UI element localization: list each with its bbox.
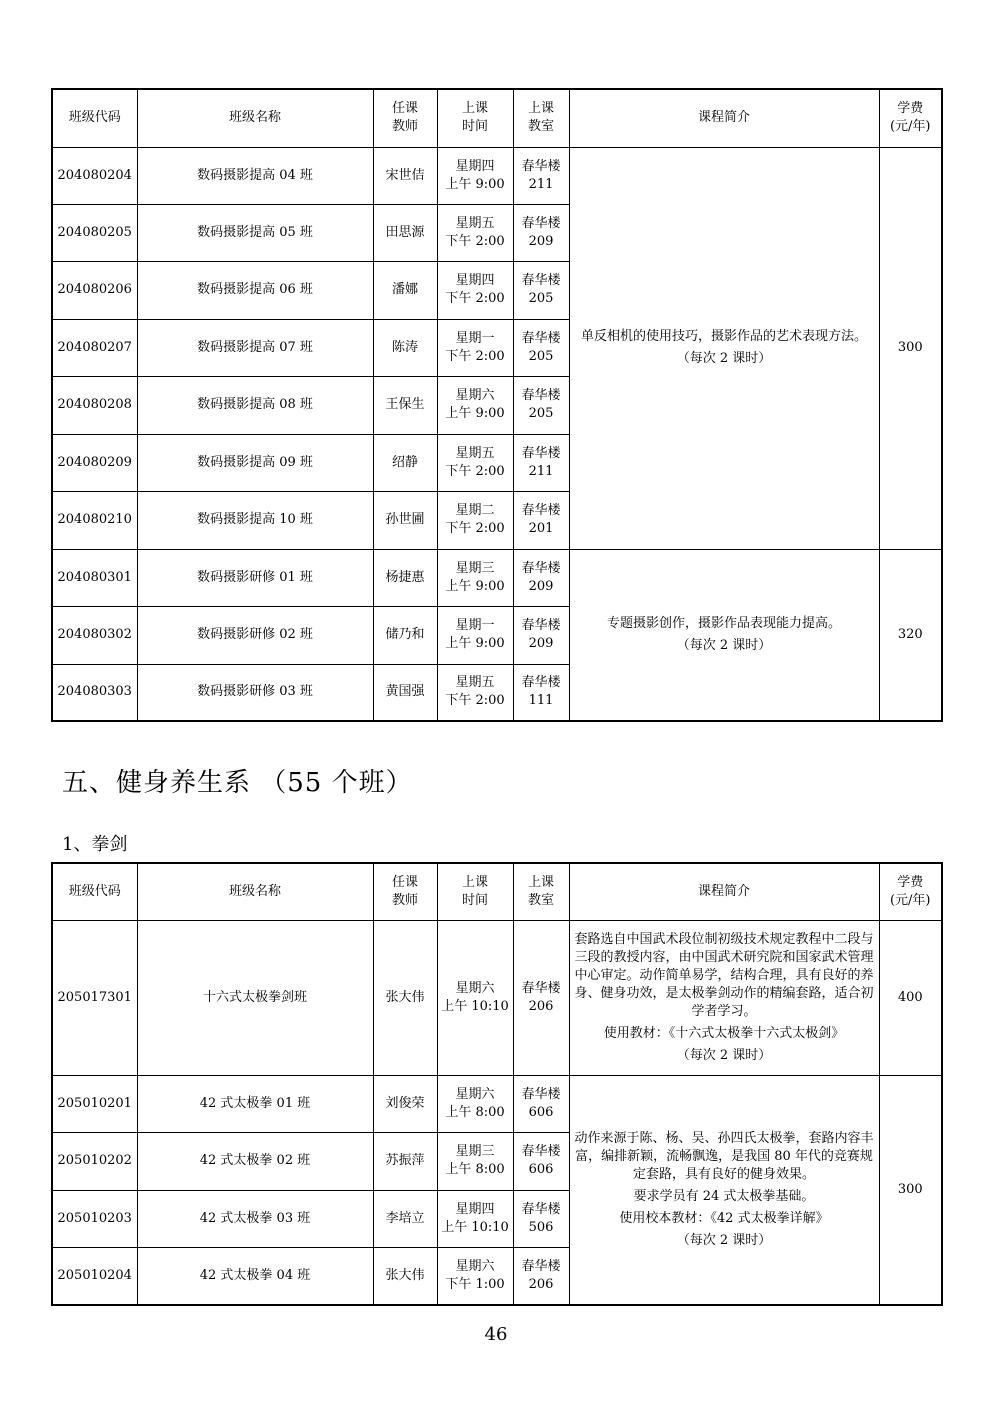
class-name: 数码摄影提高 04 班 bbox=[137, 147, 373, 204]
teacher: 黄国强 bbox=[373, 664, 437, 721]
classroom: 春华楼 206 bbox=[513, 920, 569, 1075]
classroom: 春华楼 205 bbox=[513, 261, 569, 319]
header-desc: 课程简介 bbox=[569, 863, 879, 920]
teacher: 刘俊荣 bbox=[373, 1075, 437, 1132]
class-name: 42 式太极拳 04 班 bbox=[137, 1247, 373, 1305]
tuition-fee: 320 bbox=[879, 549, 942, 721]
course-description: 套路选自中国武术段位制初级技术规定教程中二段与三段的教授内容，由中国武术研究院和国家武术管理中心审定。动作简单易学，结构合理，具有良好的养身、健身功效，是太极拳剑动作的精编套路，适合初学者学习。 使用教材：《十六式太极拳十六式太极剑》 （每次 2 课时） bbox=[569, 920, 879, 1075]
teacher: 田思源 bbox=[373, 204, 437, 261]
classroom: 春华楼 606 bbox=[513, 1075, 569, 1132]
course-description: 单反相机的使用技巧，摄影作品的艺术表现方法。 （每次 2 课时） bbox=[569, 147, 879, 549]
teacher: 宋世佶 bbox=[373, 147, 437, 204]
course-description: 动作来源于陈、杨、吴、孙四氏太极拳，套路内容丰富，编排新颖，流畅飘逸，是我国 80 年代的竞赛规定套路，具有良好的健身效果。 要求学员有 24 式太极拳基础。 使用校本教材：《42 式太极拳详解》 （每次 2 课时） bbox=[569, 1075, 879, 1305]
class-code: 204080206 bbox=[52, 261, 137, 319]
teacher: 储乃和 bbox=[373, 606, 437, 664]
class-name: 数码摄影提高 09 班 bbox=[137, 434, 373, 491]
tuition-fee: 300 bbox=[879, 147, 942, 549]
classroom: 春华楼 206 bbox=[513, 1247, 569, 1305]
teacher: 王保生 bbox=[373, 376, 437, 434]
class-time: 星期五 下午 2:00 bbox=[437, 664, 513, 721]
class-name: 十六式太极拳剑班 bbox=[137, 920, 373, 1075]
class-name: 数码摄影提高 07 班 bbox=[137, 319, 373, 376]
class-time: 星期六 上午 10:10 bbox=[437, 920, 513, 1075]
class-time: 星期五 下午 2:00 bbox=[437, 204, 513, 261]
header-fee: 学费 (元/年) bbox=[879, 863, 942, 920]
class-code: 204080303 bbox=[52, 664, 137, 721]
class-time: 星期三 上午 9:00 bbox=[437, 549, 513, 606]
class-name: 数码摄影研修 03 班 bbox=[137, 664, 373, 721]
teacher: 李培立 bbox=[373, 1190, 437, 1247]
class-time: 星期六 上午 9:00 bbox=[437, 376, 513, 434]
teacher: 孙世圃 bbox=[373, 491, 437, 549]
class-time: 星期三 上午 8:00 bbox=[437, 1132, 513, 1190]
teacher: 苏振萍 bbox=[373, 1132, 437, 1190]
class-time: 星期四 上午 10:10 bbox=[437, 1190, 513, 1247]
header-teacher: 任课 教师 bbox=[373, 89, 437, 147]
table-row bbox=[52, 920, 942, 1075]
class-code: 205010202 bbox=[52, 1132, 137, 1190]
course-description: 专题摄影创作，摄影作品表现能力提高。 （每次 2 课时） bbox=[569, 549, 879, 721]
subsection-title: 1、拳剑 bbox=[62, 834, 128, 855]
course-table-photography bbox=[51, 88, 943, 722]
class-code: 205010204 bbox=[52, 1247, 137, 1305]
classroom: 春华楼 211 bbox=[513, 147, 569, 204]
header-room: 上课 教室 bbox=[513, 89, 569, 147]
class-time: 星期一 下午 2:00 bbox=[437, 319, 513, 376]
header-code: 班级代码 bbox=[52, 863, 137, 920]
class-name: 数码摄影提高 10 班 bbox=[137, 491, 373, 549]
header-time: 上课 时间 bbox=[437, 863, 513, 920]
class-name: 42 式太极拳 02 班 bbox=[137, 1132, 373, 1190]
classroom: 春华楼 209 bbox=[513, 204, 569, 261]
class-time: 星期四 上午 9:00 bbox=[437, 147, 513, 204]
class-time: 星期二 下午 2:00 bbox=[437, 491, 513, 549]
table-row bbox=[52, 549, 942, 606]
header-desc: 课程简介 bbox=[569, 89, 879, 147]
class-name: 42 式太极拳 01 班 bbox=[137, 1075, 373, 1132]
class-name: 数码摄影提高 08 班 bbox=[137, 376, 373, 434]
class-code: 204080205 bbox=[52, 204, 137, 261]
classroom: 春华楼 111 bbox=[513, 664, 569, 721]
classroom: 春华楼 205 bbox=[513, 319, 569, 376]
class-code: 204080301 bbox=[52, 549, 137, 606]
table-header-row bbox=[52, 863, 942, 920]
teacher: 绍静 bbox=[373, 434, 437, 491]
header-time: 上课 时间 bbox=[437, 89, 513, 147]
classroom: 春华楼 201 bbox=[513, 491, 569, 549]
class-name: 数码摄影提高 05 班 bbox=[137, 204, 373, 261]
teacher: 杨捷惠 bbox=[373, 549, 437, 606]
section-title: 五、健身养生系 （55 个班） bbox=[62, 768, 413, 798]
class-time: 星期六 下午 1:00 bbox=[437, 1247, 513, 1305]
class-name: 42 式太极拳 03 班 bbox=[137, 1190, 373, 1247]
header-teacher: 任课 教师 bbox=[373, 863, 437, 920]
tuition-fee: 300 bbox=[879, 1075, 942, 1305]
class-name: 数码摄影研修 02 班 bbox=[137, 606, 373, 664]
class-code: 205010203 bbox=[52, 1190, 137, 1247]
teacher: 潘娜 bbox=[373, 261, 437, 319]
table-row bbox=[52, 147, 942, 204]
header-name: 班级名称 bbox=[137, 863, 373, 920]
header-room: 上课 教室 bbox=[513, 863, 569, 920]
class-code: 204080302 bbox=[52, 606, 137, 664]
classroom: 春华楼 211 bbox=[513, 434, 569, 491]
class-time: 星期五 下午 2:00 bbox=[437, 434, 513, 491]
classroom: 春华楼 209 bbox=[513, 606, 569, 664]
classroom: 春华楼 209 bbox=[513, 549, 569, 606]
header-fee: 学费 (元/年) bbox=[879, 89, 942, 147]
class-name: 数码摄影研修 01 班 bbox=[137, 549, 373, 606]
class-code: 205017301 bbox=[52, 920, 137, 1075]
teacher: 张大伟 bbox=[373, 1247, 437, 1305]
class-code: 204080204 bbox=[52, 147, 137, 204]
teacher: 陈涛 bbox=[373, 319, 437, 376]
class-code: 204080207 bbox=[52, 319, 137, 376]
class-code: 204080210 bbox=[52, 491, 137, 549]
class-name: 数码摄影提高 06 班 bbox=[137, 261, 373, 319]
class-code: 204080209 bbox=[52, 434, 137, 491]
header-name: 班级名称 bbox=[137, 89, 373, 147]
classroom: 春华楼 205 bbox=[513, 376, 569, 434]
teacher: 张大伟 bbox=[373, 920, 437, 1075]
class-time: 星期一 上午 9:00 bbox=[437, 606, 513, 664]
header-code: 班级代码 bbox=[52, 89, 137, 147]
table-row bbox=[52, 1075, 942, 1132]
classroom: 春华楼 606 bbox=[513, 1132, 569, 1190]
class-code: 204080208 bbox=[52, 376, 137, 434]
table-header-row bbox=[52, 89, 942, 147]
class-time: 星期六 上午 8:00 bbox=[437, 1075, 513, 1132]
page-number: 46 bbox=[484, 1324, 508, 1345]
course-table-taichi bbox=[51, 862, 943, 1306]
tuition-fee: 400 bbox=[879, 920, 942, 1075]
class-code: 205010201 bbox=[52, 1075, 137, 1132]
classroom: 春华楼 506 bbox=[513, 1190, 569, 1247]
class-time: 星期四 下午 2:00 bbox=[437, 261, 513, 319]
